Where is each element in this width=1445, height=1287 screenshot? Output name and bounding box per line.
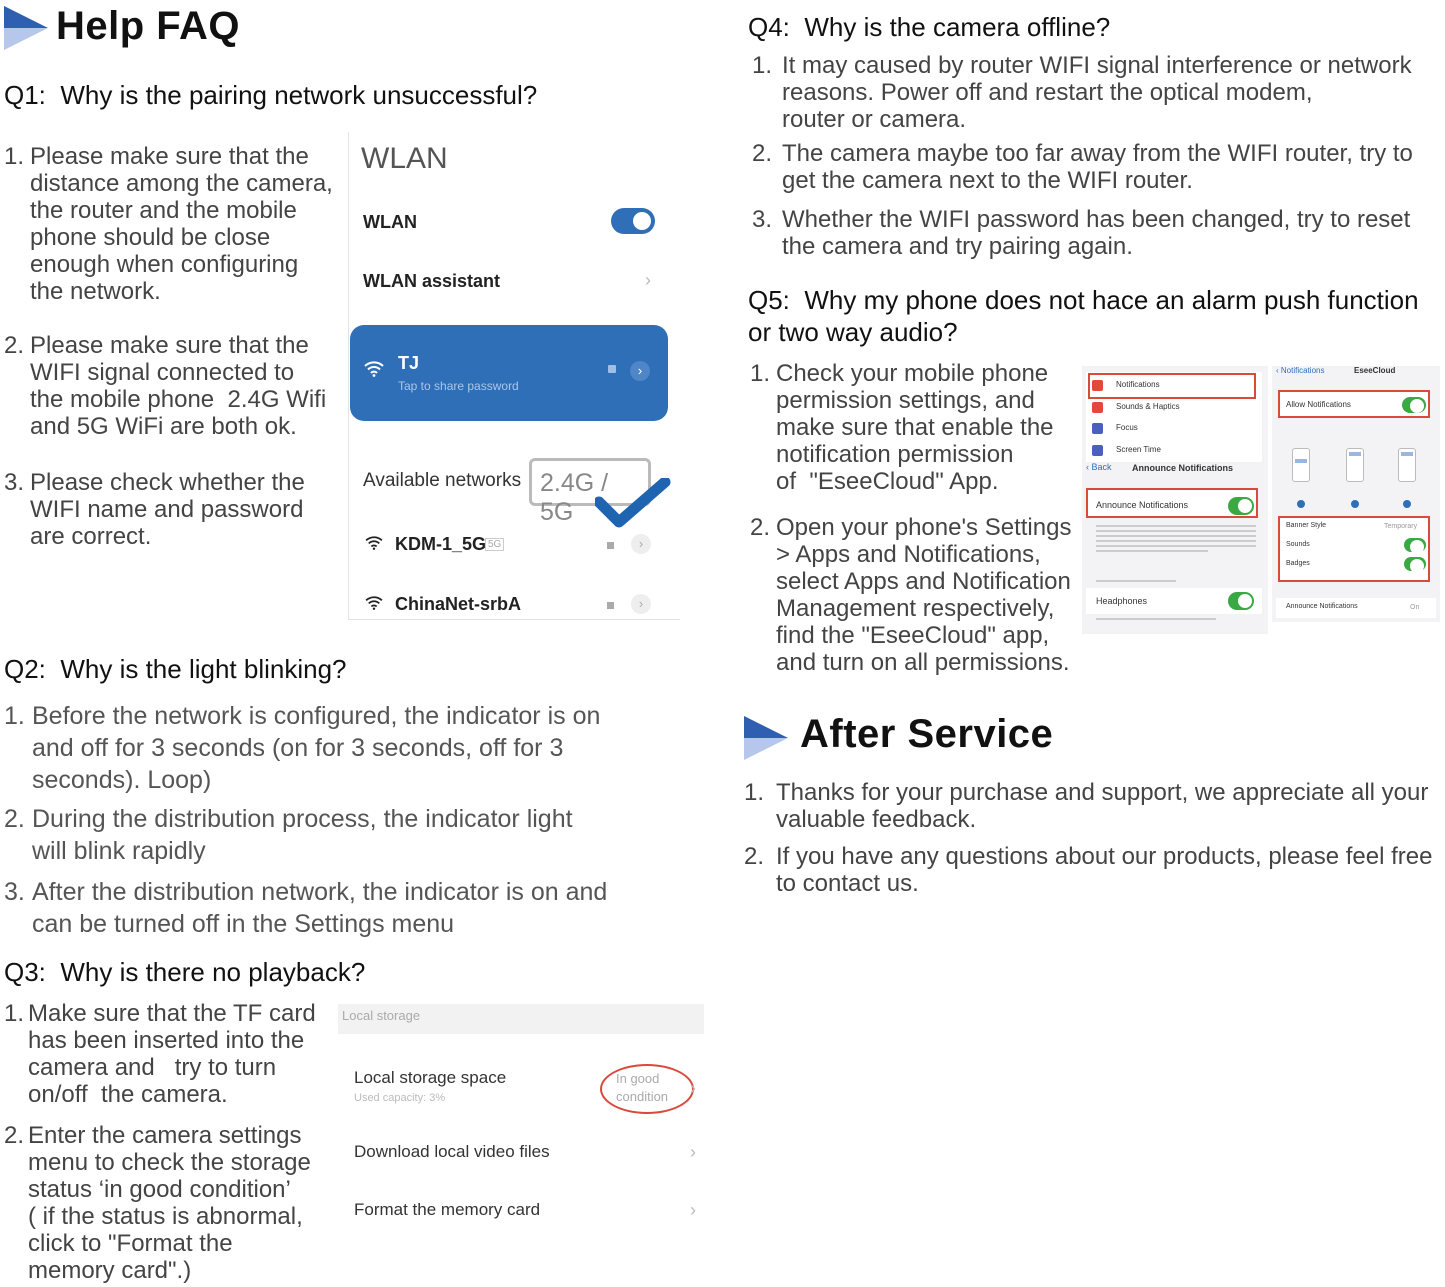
- item-text-line: of "EseeCloud" App.: [776, 468, 999, 495]
- wlan-toggle[interactable]: [611, 208, 655, 234]
- item-text-line: select Apps and Notification: [776, 568, 1071, 595]
- item-text-line: > Apps and Notifications,: [776, 541, 1041, 568]
- storage-capacity: Used capacity: 3%: [354, 1092, 446, 1104]
- announce-label: Announce Notifications: [1286, 603, 1358, 610]
- network-badge: 5G: [485, 538, 504, 551]
- item-number: 2.: [4, 332, 25, 359]
- item-text-line: permission settings, and: [776, 387, 1035, 414]
- item-text-line: If you have any questions about our products, please feel free: [776, 843, 1433, 870]
- answer-item: [744, 779, 1428, 833]
- item-text-line: to contact us.: [776, 870, 919, 897]
- announce-label: Announce Notifications: [1096, 500, 1189, 510]
- item-text-line: The camera maybe too far away from the WIFI router, try to: [782, 140, 1413, 167]
- item-number: 1.: [750, 360, 771, 387]
- lock-icon: [607, 542, 614, 549]
- item-text-line: valuable feedback.: [776, 806, 977, 833]
- item-text-line: memory card".): [28, 1257, 192, 1284]
- item-text-line: Open your phone's Settings: [776, 514, 1072, 541]
- item-text-line: phone should be close: [30, 224, 271, 251]
- sounds-label: Sounds: [1286, 541, 1310, 548]
- item-number: 2.: [4, 805, 25, 833]
- item-text-line: menu to check the storage: [28, 1149, 311, 1176]
- item-number: 2.: [752, 140, 773, 167]
- item-text-line: the network.: [30, 278, 161, 305]
- wifi-icon: [364, 361, 384, 382]
- item-text-line: reasons. Power off and restart the optical modem,: [782, 79, 1313, 106]
- item-text-line: Whether the WIFI password has been changed, try to reset: [782, 206, 1411, 233]
- item-text-line: camera and try to turn: [28, 1054, 277, 1081]
- q3-title: Q3: Why is there no playback?: [4, 957, 366, 987]
- storage-header: Local storage: [342, 1008, 421, 1023]
- network-name: KDM-1_5G: [395, 534, 487, 554]
- item-text-line: find the "EseeCloud" app,: [776, 622, 1050, 649]
- answer-item: [752, 52, 1412, 133]
- answer-item: [4, 876, 607, 940]
- item-text-line: It may caused by router WIFI signal interference or network: [782, 52, 1412, 79]
- item-text-line: Enter the camera settings: [28, 1122, 302, 1149]
- item-text-line: Please check whether the: [30, 469, 305, 496]
- item-text-line: enough when configuring: [30, 251, 299, 278]
- settings-row-label: Screen Time: [1116, 445, 1161, 454]
- settings-app-icon: [1092, 423, 1103, 434]
- back-link[interactable]: ‹ Back: [1086, 462, 1112, 472]
- allow-label: Allow Notifications: [1286, 400, 1351, 409]
- band-label: 2.4G / 5G: [540, 469, 609, 526]
- item-text-line: WIFI name and password: [30, 496, 304, 523]
- answer-item: [752, 140, 1413, 194]
- settings-row-label: Focus: [1116, 423, 1138, 432]
- wlan-header: WLAN: [361, 142, 448, 175]
- storage-status: In good condition: [616, 1071, 669, 1104]
- lock-icon: [607, 602, 614, 609]
- alert-styles: [1282, 430, 1432, 510]
- banner-style-label: Banner Style: [1286, 522, 1327, 529]
- item-text-line: Management respectively,: [776, 595, 1055, 622]
- item-text-line: Please make sure that the: [30, 143, 309, 170]
- headphones-label: Headphones: [1096, 596, 1148, 606]
- after-service-title: After Service: [800, 712, 1054, 756]
- lock-icon: [608, 365, 616, 373]
- headphones-toggle[interactable]: [1228, 592, 1254, 610]
- settings-app-icon: [1092, 380, 1103, 391]
- ios-app-notifications-screenshot: [1272, 366, 1440, 622]
- info-arrow-icon[interactable]: ›: [631, 594, 651, 614]
- check-mark-icon: [595, 478, 671, 535]
- download-videos-row[interactable]: Download local video files: [354, 1142, 550, 1161]
- item-text-line: seconds). Loop): [32, 766, 212, 794]
- settings-app-icon: [1092, 402, 1103, 413]
- answer-item: [4, 469, 305, 550]
- connected-network-card[interactable]: [350, 325, 668, 421]
- item-number: 1.: [744, 779, 765, 806]
- item-number: 3.: [752, 206, 773, 233]
- q5-title-line-2: or two way audio?: [748, 317, 958, 347]
- answer-item: [752, 206, 1410, 260]
- item-text-line: has been inserted into the: [28, 1027, 305, 1054]
- storage-space-label: Local storage space: [354, 1068, 507, 1087]
- format-card-row[interactable]: Format the memory card: [354, 1200, 541, 1219]
- info-arrow-icon[interactable]: ›: [630, 361, 650, 381]
- settings-row-label: Notifications: [1116, 380, 1160, 389]
- wlan-row-label: WLAN: [363, 212, 417, 232]
- answer-item: [4, 332, 326, 440]
- description-text: [1096, 522, 1256, 555]
- sounds-toggle[interactable]: [1404, 538, 1426, 552]
- allow-toggle[interactable]: [1402, 397, 1426, 413]
- highlight-box: [1088, 373, 1256, 399]
- badges-label: Badges: [1286, 560, 1310, 567]
- item-text-line: and 5G WiFi are both ok.: [30, 413, 297, 440]
- answer-item: [750, 360, 1054, 495]
- answer-item: [744, 843, 1432, 897]
- item-text-line: the camera and try pairing again.: [782, 233, 1133, 260]
- item-text-line: Please make sure that the: [30, 332, 309, 359]
- info-arrow-icon[interactable]: ›: [631, 534, 651, 554]
- answer-item: [4, 1122, 311, 1284]
- item-text-line: Make sure that the TF card: [28, 1000, 316, 1027]
- item-text-line: router or camera.: [782, 106, 967, 133]
- chevron-right-icon: ›: [690, 1142, 696, 1162]
- storage-header-bar: [338, 1004, 704, 1034]
- announce-toggle[interactable]: [1228, 497, 1254, 515]
- app-title: EseeCloud: [1354, 366, 1396, 375]
- banner-style-value: Temporary: [1384, 523, 1418, 530]
- answer-item: [4, 803, 573, 867]
- item-text-line: During the distribution process, the indicator light: [32, 805, 573, 833]
- item-number: 3.: [4, 878, 25, 906]
- storage-screenshot: [338, 1004, 704, 1244]
- item-text-line: notification permission: [776, 441, 1014, 468]
- item-number: 1.: [752, 52, 773, 79]
- connected-network-sub: Tap to share password: [398, 379, 519, 393]
- connected-network-name: TJ: [398, 353, 420, 373]
- back-label: Back: [1091, 462, 1112, 472]
- item-number: 2.: [744, 843, 765, 870]
- item-text-line: ( if the status is abnormal,: [28, 1203, 303, 1230]
- answer-item: [4, 143, 333, 305]
- q5-title: [748, 284, 1419, 348]
- item-number: 2.: [4, 1122, 25, 1149]
- item-text-line: and off for 3 seconds (on for 3 seconds, off for 3: [32, 734, 564, 762]
- item-text-line: Thanks for your purchase and support, we appreciate all your: [776, 779, 1429, 806]
- item-text-line: status ‘in good condition’: [28, 1176, 291, 1203]
- item-text-line: After the distribution network, the indicator is on and: [32, 878, 608, 906]
- item-number: 2.: [750, 514, 771, 541]
- answer-item: [4, 700, 600, 796]
- item-text-line: WIFI signal connected to: [30, 359, 295, 386]
- item-number: 1.: [4, 1000, 25, 1027]
- item-number: 1.: [4, 143, 25, 170]
- wlan-assistant-label[interactable]: WLAN assistant: [363, 271, 501, 291]
- item-number: 3.: [4, 469, 25, 496]
- q2-title: Q2: Why is the light blinking?: [4, 654, 347, 684]
- item-text-line: the mobile phone 2.4G Wifi: [30, 386, 327, 413]
- wifi-icon: [365, 596, 383, 615]
- settings-app-icon: [1092, 445, 1103, 456]
- q5-title-line-1: Q5: Why my phone does not hace an alarm push function: [748, 285, 1419, 315]
- ios-settings-screenshot: [1082, 366, 1268, 634]
- network-row-2[interactable]: [349, 590, 679, 622]
- item-text-line: and turn on all permissions.: [776, 649, 1070, 676]
- item-text-line: are correct.: [30, 523, 152, 550]
- badges-toggle[interactable]: [1404, 557, 1426, 571]
- item-number: 1.: [4, 702, 25, 730]
- item-text-line: click to "Format the: [28, 1230, 233, 1257]
- wifi-icon: [365, 536, 383, 555]
- item-text-line: Check your mobile phone: [776, 360, 1049, 387]
- item-text-line: the router and the mobile: [30, 197, 297, 224]
- item-text-line: can be turned off in the Settings menu: [32, 910, 455, 938]
- nav-title: Announce Notifications: [1132, 463, 1233, 473]
- item-text-line: get the camera next to the WIFI router.: [782, 167, 1193, 194]
- item-text-line: will blink rapidly: [32, 837, 206, 865]
- item-text-line: Before the network is configured, the indicator is on: [32, 702, 601, 730]
- available-networks-label: Available networks: [363, 470, 522, 491]
- item-text-line: make sure that enable the: [776, 414, 1054, 441]
- item-text-line: on/off the camera.: [28, 1081, 228, 1108]
- announce-value: On: [1410, 604, 1420, 611]
- help-faq-title: Help FAQ: [56, 4, 241, 48]
- back-link[interactable]: ‹ Notifications: [1276, 366, 1325, 375]
- q1-title: Q1: Why is the pairing network unsuccessful?: [4, 80, 538, 110]
- item-text-line: distance among the camera,: [30, 170, 333, 197]
- answer-item: [4, 1000, 316, 1108]
- answer-item: [750, 514, 1071, 676]
- network-name: ChinaNet-srbA: [395, 594, 522, 614]
- chevron-right-icon: ›: [690, 1200, 696, 1220]
- wlan-screenshot: [348, 132, 680, 620]
- chevron-right-icon: ›: [690, 1078, 696, 1098]
- settings-row-label: Sounds & Haptics: [1116, 402, 1180, 411]
- back-label: Notifications: [1280, 366, 1325, 375]
- network-row-1[interactable]: [349, 530, 679, 562]
- q4-title: Q4: Why is the camera offline?: [748, 12, 1111, 42]
- chevron-right-icon: ›: [645, 270, 651, 290]
